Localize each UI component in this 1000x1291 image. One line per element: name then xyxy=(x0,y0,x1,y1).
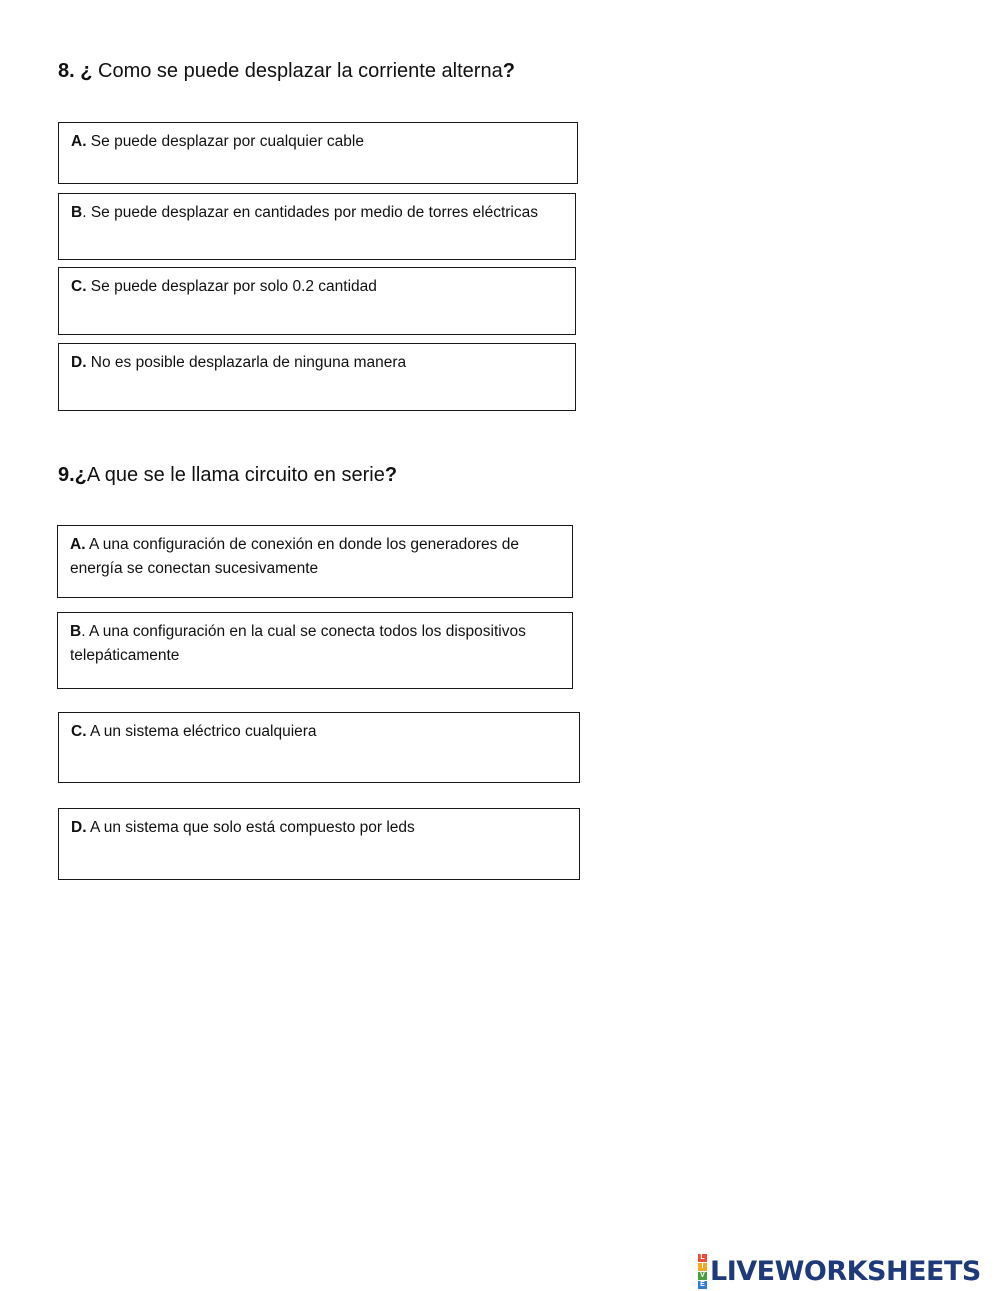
question-8-option-a[interactable] xyxy=(58,122,578,184)
option-text: A un sistema que solo está compuesto por leds xyxy=(86,819,415,836)
question-9-option-a[interactable] xyxy=(57,525,573,598)
question-8-end: ? xyxy=(502,60,515,82)
option-text: Se puede desplazar por solo 0.2 cantidad xyxy=(86,278,377,295)
question-9-title xyxy=(58,464,397,487)
question-8-option-b[interactable] xyxy=(58,193,576,260)
question-9-option-c[interactable] xyxy=(58,712,580,783)
option-text: No es posible desplazarla de ninguna manera xyxy=(86,354,407,371)
liveworksheets-logo xyxy=(698,1253,981,1288)
option-letter: C. xyxy=(71,723,87,740)
question-9-option-b[interactable] xyxy=(57,612,573,689)
option-letter: B xyxy=(71,204,83,221)
option-text: . Se puede desplazar en cantidades por medio de torres eléctricas xyxy=(82,204,538,221)
question-8-text: Como se puede desplazar la corriente alterna xyxy=(92,60,503,82)
logo-blocks-icon xyxy=(698,1253,707,1289)
option-letter: C. xyxy=(71,278,87,295)
option-text: Se puede desplazar por cualquier cable xyxy=(86,133,364,150)
question-9-option-d[interactable] xyxy=(58,808,580,880)
option-letter: D. xyxy=(71,819,87,836)
option-letter: B xyxy=(70,623,82,640)
question-8-number: 8. ¿ xyxy=(58,60,93,82)
option-text: . A una configuración en la cual se conecta todos los dispositivos telepáticamente xyxy=(70,623,526,664)
logo-block-l: L xyxy=(698,1254,707,1262)
question-9-number: 9.¿ xyxy=(58,464,87,486)
option-letter: A. xyxy=(71,133,87,150)
logo-block-e: E xyxy=(698,1281,707,1289)
question-8-title xyxy=(58,60,515,83)
logo-block-i: I xyxy=(698,1263,707,1271)
option-text: A un sistema eléctrico cualquiera xyxy=(86,723,317,740)
question-8-option-d[interactable] xyxy=(58,343,576,411)
option-letter: A. xyxy=(70,536,86,553)
option-text: A una configuración de conexión en donde los generadores de energía se conectan sucesivamente xyxy=(70,536,519,577)
question-8-option-c[interactable] xyxy=(58,267,576,335)
question-9-end: ? xyxy=(384,464,398,486)
logo-text: LIVEWORKSHEETS xyxy=(710,1255,981,1287)
option-letter: D. xyxy=(71,354,87,371)
question-9-text: A que se le llama circuito en serie xyxy=(86,464,385,486)
logo-block-v: V xyxy=(698,1272,707,1280)
